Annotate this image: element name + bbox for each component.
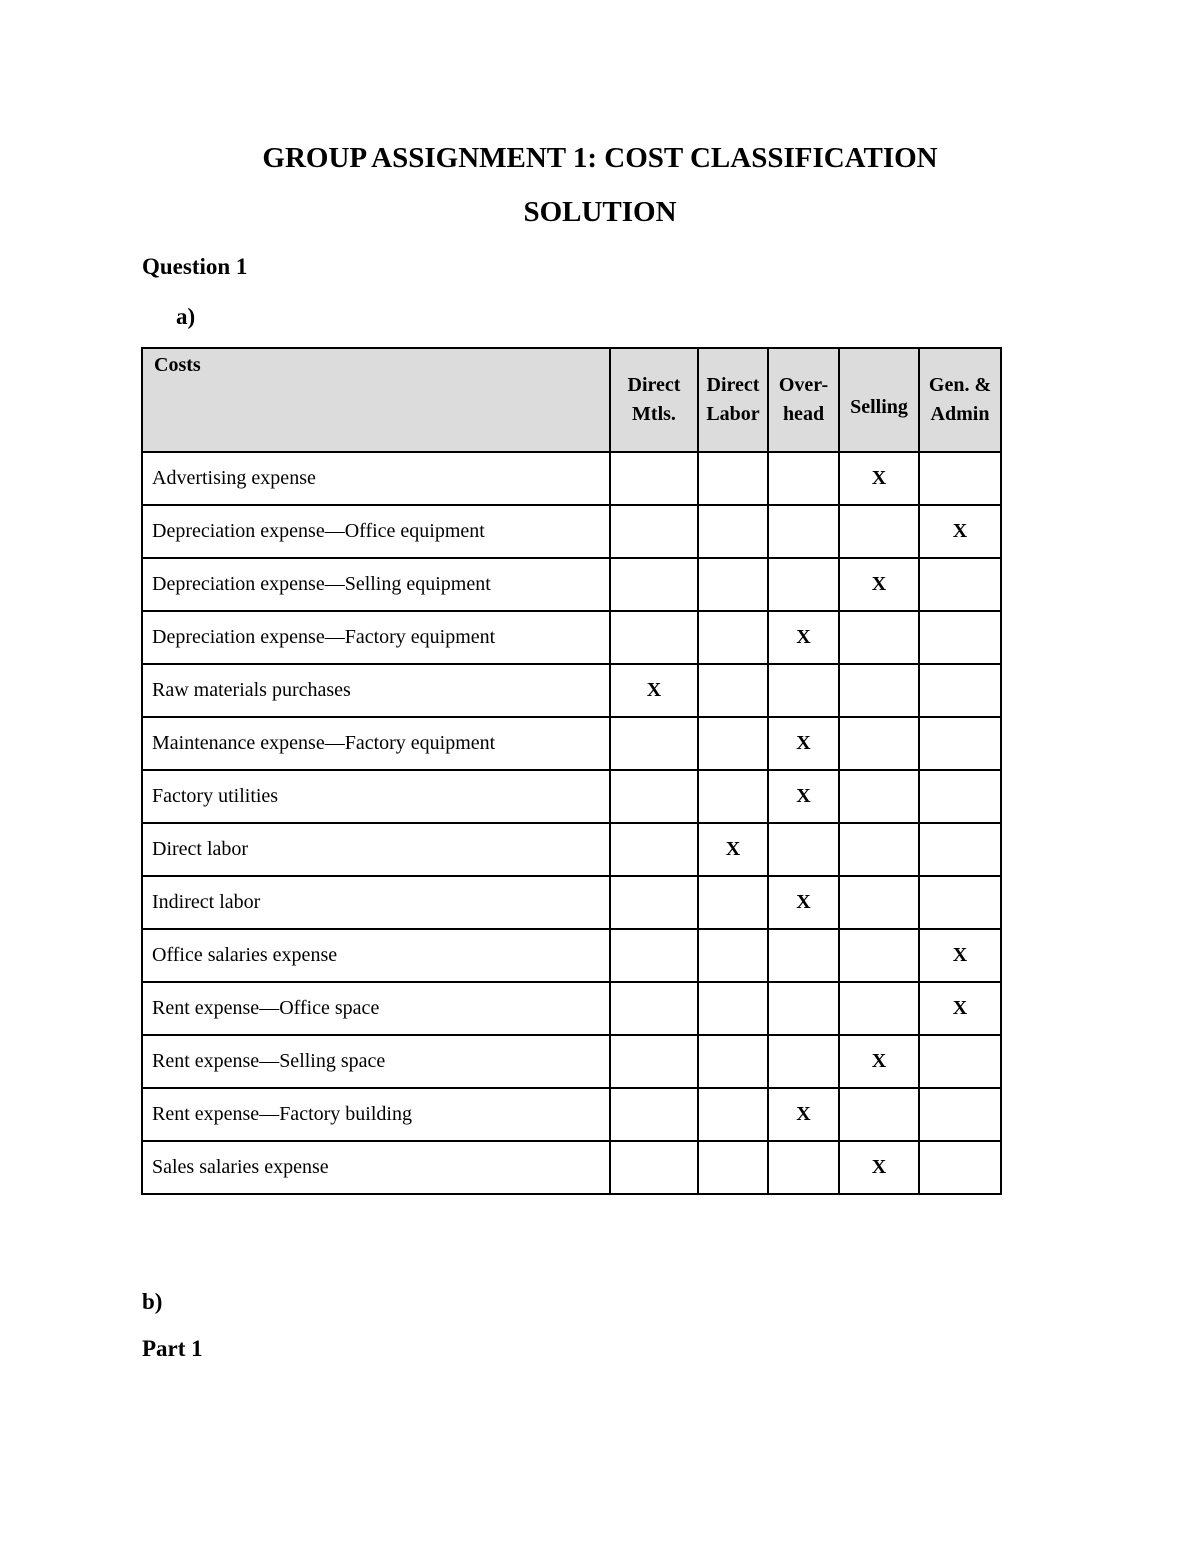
classification-mark-cell — [768, 929, 839, 982]
classification-mark-cell — [919, 1141, 1001, 1194]
classification-mark-cell — [768, 558, 839, 611]
cost-name-cell: Factory utilities — [142, 770, 610, 823]
cost-name-cell: Sales salaries expense — [142, 1141, 610, 1194]
header-overhead-line1: Over- — [778, 374, 829, 396]
page-title: GROUP ASSIGNMENT 1: COST CLASSIFICATION — [262, 142, 938, 174]
classification-mark-cell — [698, 558, 768, 611]
header-selling: Selling — [839, 348, 919, 452]
classification-mark-cell — [610, 558, 698, 611]
classification-mark-cell — [839, 717, 919, 770]
classification-mark-cell: X — [610, 664, 698, 717]
classification-mark-cell — [768, 452, 839, 505]
table-row — [142, 664, 1001, 717]
classification-mark-cell — [768, 664, 839, 717]
header-direct-mtls-line2: Mtls. — [632, 403, 676, 425]
part-b-label: b) — [142, 1289, 163, 1314]
cost-name-cell: Raw materials purchases — [142, 664, 610, 717]
classification-mark-cell — [610, 770, 698, 823]
classification-mark-cell — [768, 1035, 839, 1088]
classification-mark-cell — [698, 452, 768, 505]
classification-mark-cell — [919, 1035, 1001, 1088]
header-direct-labor — [698, 348, 768, 452]
cost-name-cell: Depreciation expense—Selling equipment — [142, 558, 610, 611]
classification-mark-cell — [698, 505, 768, 558]
classification-mark-cell: X — [839, 558, 919, 611]
classification-mark-cell — [839, 505, 919, 558]
classification-mark-cell — [839, 1088, 919, 1141]
part-1-heading: Part 1 — [142, 1336, 203, 1361]
classification-mark-cell — [839, 929, 919, 982]
table-row — [142, 558, 1001, 611]
table-row — [142, 1088, 1001, 1141]
header-direct-labor-line2: Labor — [706, 403, 760, 425]
cost-name-cell: Rent expense—Office space — [142, 982, 610, 1035]
header-overhead-line2: head — [782, 403, 825, 425]
classification-mark-cell: X — [768, 876, 839, 929]
classification-mark-cell: X — [919, 929, 1001, 982]
table-row — [142, 611, 1001, 664]
classification-mark-cell — [919, 823, 1001, 876]
table-row — [142, 929, 1001, 982]
classification-mark-cell — [610, 452, 698, 505]
classification-mark-cell: X — [839, 1141, 919, 1194]
classification-mark-cell — [768, 505, 839, 558]
page-subtitle: SOLUTION — [523, 196, 677, 228]
classification-mark-cell — [919, 664, 1001, 717]
header-costs: Costs — [142, 348, 610, 452]
classification-mark-cell — [919, 452, 1001, 505]
header-overhead — [768, 348, 839, 452]
table-row — [142, 505, 1001, 558]
classification-mark-cell — [610, 1035, 698, 1088]
classification-mark-cell — [839, 664, 919, 717]
part-a-label: a) — [176, 304, 196, 329]
classification-mark-cell — [768, 823, 839, 876]
cost-name-cell: Rent expense—Selling space — [142, 1035, 610, 1088]
table-row — [142, 876, 1001, 929]
table-row — [142, 823, 1001, 876]
classification-mark-cell: X — [839, 452, 919, 505]
classification-mark-cell: X — [768, 1088, 839, 1141]
classification-mark-cell: X — [839, 1035, 919, 1088]
table-row — [142, 1035, 1001, 1088]
classification-mark-cell — [698, 611, 768, 664]
table-row — [142, 1141, 1001, 1194]
classification-mark-cell — [610, 505, 698, 558]
classification-mark-cell — [698, 1035, 768, 1088]
classification-mark-cell — [610, 929, 698, 982]
classification-mark-cell — [839, 982, 919, 1035]
classification-mark-cell — [839, 770, 919, 823]
classification-mark-cell — [698, 717, 768, 770]
question-heading: Question 1 — [142, 254, 248, 279]
cost-name-cell: Depreciation expense—Factory equipment — [142, 611, 610, 664]
cost-name-cell: Indirect labor — [142, 876, 610, 929]
classification-mark-cell — [698, 1141, 768, 1194]
classification-mark-cell — [698, 770, 768, 823]
table-header-row — [142, 348, 1001, 452]
table-row — [142, 452, 1001, 505]
classification-mark-cell — [839, 823, 919, 876]
classification-mark-cell — [839, 876, 919, 929]
header-gen-admin — [919, 348, 1001, 452]
classification-mark-cell — [698, 929, 768, 982]
header-direct-labor-line1: Direct — [706, 374, 760, 396]
cost-classification-table — [141, 347, 1002, 1195]
table-row — [142, 770, 1001, 823]
cost-name-cell: Depreciation expense—Office equipment — [142, 505, 610, 558]
classification-mark-cell — [839, 611, 919, 664]
classification-mark-cell — [610, 876, 698, 929]
cost-name-cell: Direct labor — [142, 823, 610, 876]
table-body — [142, 452, 1001, 1194]
classification-mark-cell: X — [919, 982, 1001, 1035]
classification-mark-cell — [919, 611, 1001, 664]
header-direct-mtls-line1: Direct — [627, 374, 681, 396]
classification-mark-cell — [768, 982, 839, 1035]
classification-mark-cell — [919, 876, 1001, 929]
classification-mark-cell — [610, 982, 698, 1035]
table-row — [142, 717, 1001, 770]
classification-mark-cell: X — [698, 823, 768, 876]
classification-mark-cell — [919, 717, 1001, 770]
classification-mark-cell — [698, 982, 768, 1035]
classification-mark-cell: X — [919, 505, 1001, 558]
cost-name-cell: Rent expense—Factory building — [142, 1088, 610, 1141]
classification-mark-cell: X — [768, 717, 839, 770]
header-gen-admin-line1: Gen. & — [928, 374, 992, 396]
classification-mark-cell — [919, 558, 1001, 611]
classification-mark-cell — [919, 1088, 1001, 1141]
classification-mark-cell — [610, 1088, 698, 1141]
classification-mark-cell — [698, 1088, 768, 1141]
classification-mark-cell: X — [768, 770, 839, 823]
classification-mark-cell — [610, 823, 698, 876]
classification-mark-cell — [919, 770, 1001, 823]
classification-mark-cell: X — [768, 611, 839, 664]
classification-mark-cell — [610, 611, 698, 664]
cost-name-cell: Maintenance expense—Factory equipment — [142, 717, 610, 770]
classification-mark-cell — [610, 1141, 698, 1194]
classification-mark-cell — [610, 717, 698, 770]
cost-name-cell: Advertising expense — [142, 452, 610, 505]
classification-mark-cell — [698, 664, 768, 717]
classification-mark-cell — [698, 876, 768, 929]
table-row — [142, 982, 1001, 1035]
header-direct-mtls — [610, 348, 698, 452]
classification-mark-cell — [768, 1141, 839, 1194]
cost-name-cell: Office salaries expense — [142, 929, 610, 982]
header-gen-admin-line2: Admin — [930, 403, 990, 425]
